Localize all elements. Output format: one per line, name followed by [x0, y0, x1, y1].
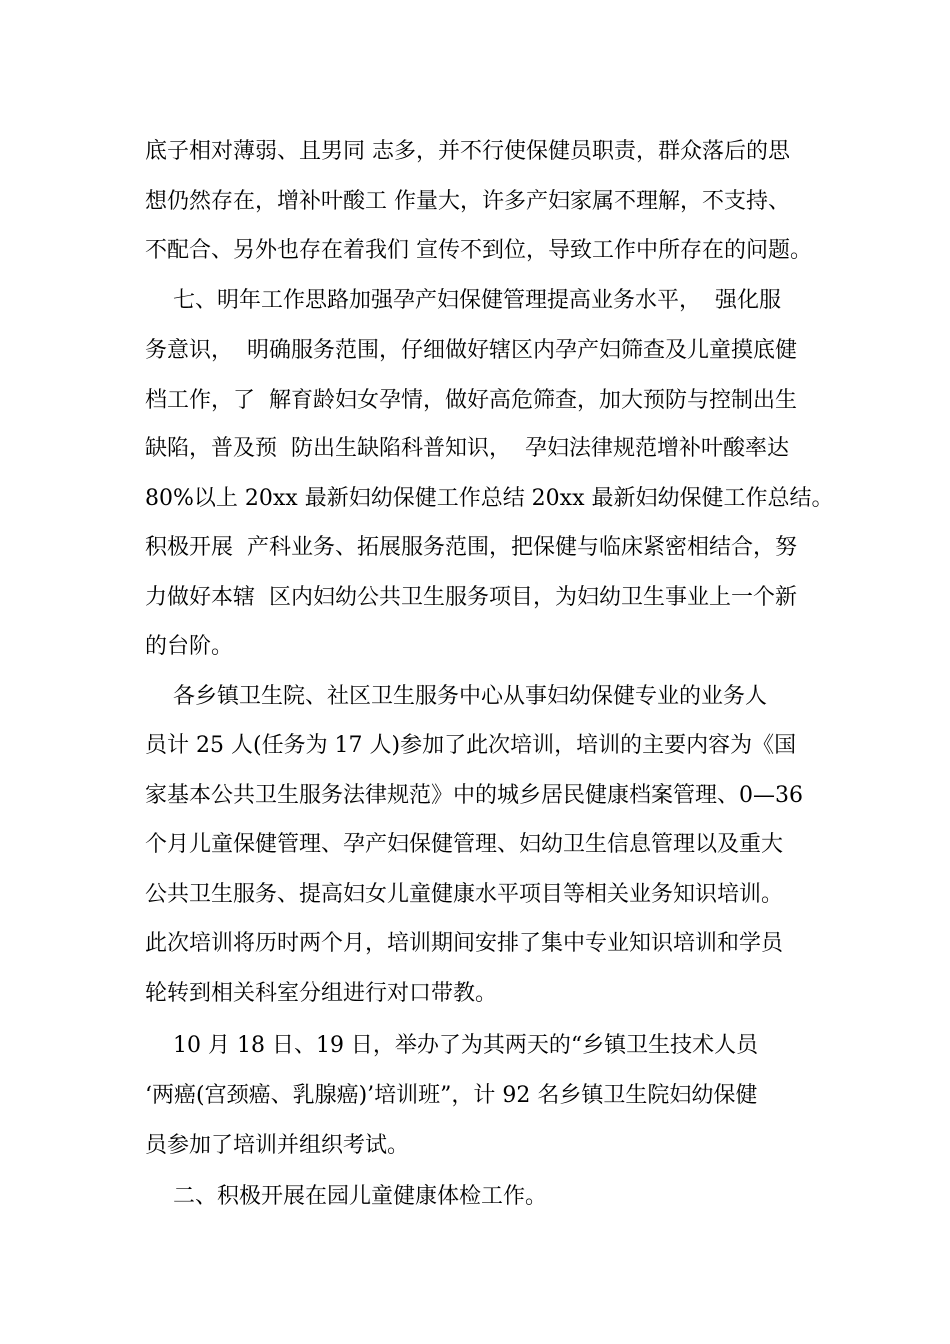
text-line: 此次培训将历时两个月，培训期间安排了集中专业知识培训和学员 — [145, 931, 784, 956]
text-line: 家基本公共卫生服务法律规范》中的城乡居民健康档案管理、0—36 — [145, 783, 803, 808]
text-line: 不配合、另外也存在着我们 宣传不到位，导致工作中所存在的问题。 — [145, 238, 812, 263]
text-line: 七、明年工作思路加强孕产妇保健管理提高业务水平， 强化服 — [145, 288, 781, 313]
text-line: 10 月 18 日、19 日，举办了为其两天的“乡镇卫生技术人员 — [145, 1033, 759, 1058]
text-line: 积极开展 产科业务、拓展服务范围，把保健与临床紧密相结合，努 — [145, 535, 797, 560]
text-line: 的台阶。 — [145, 634, 234, 659]
text-line: 档工作，了 解育龄妇女孕情，做好高危筛查，加大预防与控制出生 — [145, 388, 797, 413]
text-line: 务意识， 明确服务范围，仔细做好辖区内孕产妇筛查及儿童摸底健 — [145, 338, 797, 363]
text-line: 轮转到相关科室分组进行对口带教。 — [145, 981, 498, 1006]
text-line: 力做好本辖 区内妇幼公共卫生服务项目，为妇幼卫生事业上一个新 — [145, 585, 797, 610]
text-line: 员参加了培训并组织考试。 — [145, 1133, 410, 1158]
text-line: 员计 25 人(任务为 17 人)参加了此次培训，培训的主要内容为《国 — [145, 733, 797, 758]
text-line: 个月儿童保健管理、孕产妇保健管理、妇幼卫生信息管理以及重大 — [145, 832, 784, 857]
text-line: 想仍然存在，增补叶酸工 作量大，许多产妇家属不理解，不支持、 — [145, 189, 790, 214]
text-line: 80%以上 20xx 最新妇幼保健工作总结 20xx 最新妇幼保健工作总结。 — [145, 486, 834, 511]
text-line: 各乡镇卫生院、社区卫生服务中心从事妇幼保健专业的业务人 — [145, 684, 767, 709]
text-line: 缺陷，普及预 防出生缺陷科普知识， 孕妇法律规范增补叶酸率达 — [145, 436, 789, 461]
text-line: 底子相对薄弱、且男同 志多，并不行使保健员职责，群众落后的思 — [145, 139, 790, 164]
text-line: 公共卫生服务、提高妇女儿童健康水平项目等相关业务知识培训。 — [145, 882, 784, 907]
text-line: 二、积极开展在园儿童健康体检工作。 — [145, 1184, 547, 1209]
text-line: ‘两癌(宫颈癌、乳腺癌)’培训班”，计 92 名乡镇卫生院妇幼保健 — [145, 1083, 758, 1108]
